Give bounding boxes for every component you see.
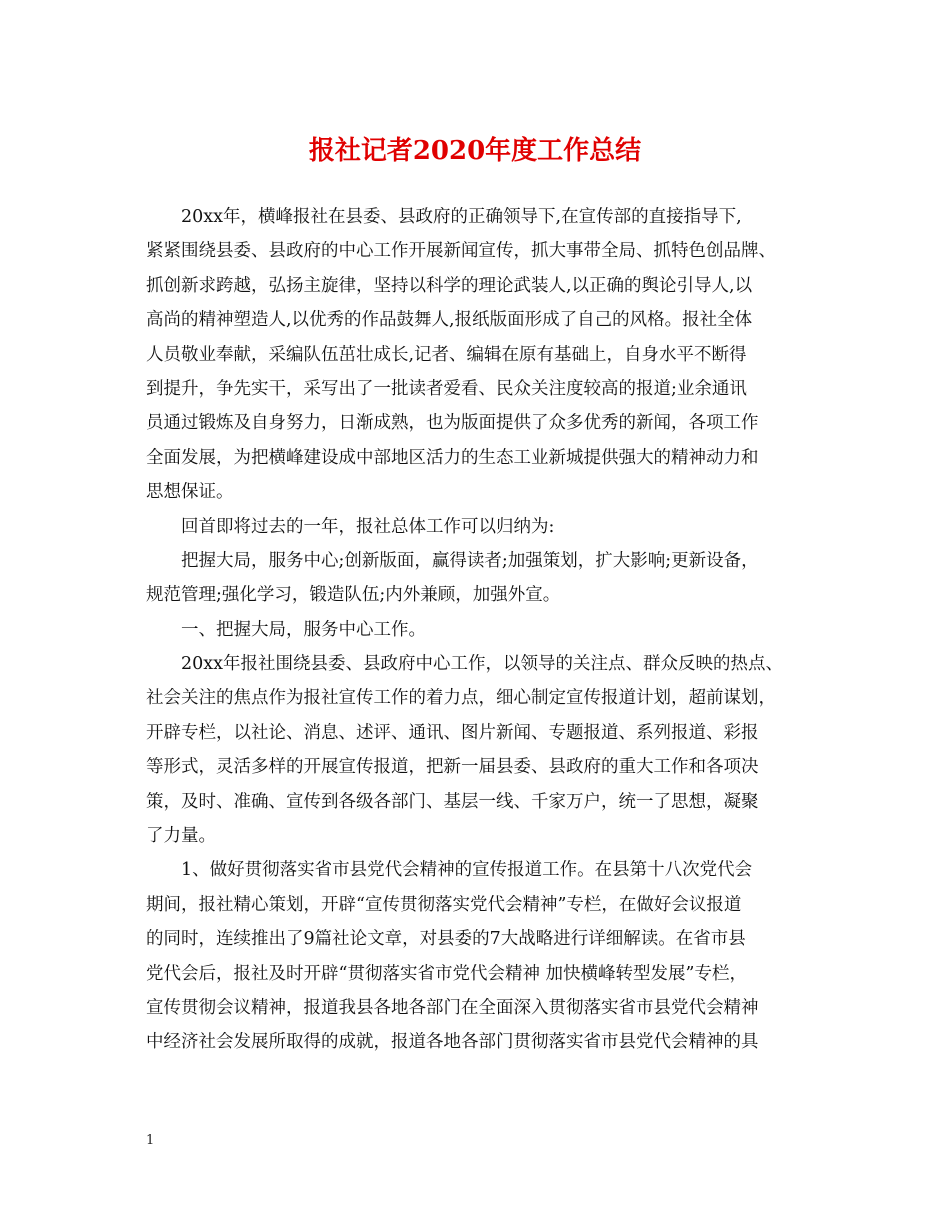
body-line: 1、做好贯彻落实省市县党代会精神的宣传报道工作。在县第十八次党代会 <box>181 860 753 881</box>
body-line: 社会关注的焦点作为报社宣传工作的着力点，细心制定宣传报道计划，超前谋划， <box>146 688 776 709</box>
body-line: 20xx年，横峰报社在县委、县政府的正确领导下,在宣传部的直接指导下, <box>181 207 742 227</box>
body-line: 抓创新求跨越，弘扬主旋律，坚持以科学的理论武装人,以正确的舆论引导人,以 <box>146 275 753 296</box>
body-line: 中经济社会发展所取得的成就，报道各地各部门贯彻落实省市县党代会精神的具 <box>146 1032 759 1053</box>
body-line: 把握大局，服务中心;创新版面，赢得读者;加强策划，扩大影响;更新设备， <box>181 550 759 571</box>
body-line: 策，及时、准确、宣传到各级各部门、基层一线、千家万户，统一了思想，凝聚 <box>146 791 759 812</box>
body-line: 期间，报社精心策划，开辟“宣传贯彻落实党代会精神”专栏，在做好会议报道 <box>146 894 742 915</box>
body-line: 党代会后，报社及时开辟“贯彻落实省市党代会精神 加快横峰转型发展”专栏， <box>146 963 747 984</box>
body-line: 了力量。 <box>146 826 216 847</box>
body-line: 思想保证。 <box>146 482 234 503</box>
body-line: 回首即将过去的一年，报社总体工作可以归纳为: <box>181 516 555 537</box>
body-line: 到提升，争先实干，采写出了一批读者爱看、民众关注度较高的报道;业余通讯 <box>146 378 747 399</box>
body-line: 宣传贯彻会议精神，报道我县各地各部门在全面深入贯彻落实省市县党代会精神 <box>146 997 759 1018</box>
body-line: 高尚的精神塑造人,以优秀的作品鼓舞人,报纸版面形成了自己的风格。报社全体 <box>146 310 753 331</box>
body-line: 人员敬业奉献，采编队伍茁壮成长,记者、编辑在原有基础上，自身水平不断得 <box>146 344 747 365</box>
body-line: 员通过锻炼及自身努力，日渐成熟，也为版面提供了众多优秀的新闻，各项工作 <box>146 413 759 434</box>
document-body <box>146 200 816 1060</box>
body-line: 开辟专栏，以社论、消息、述评、通讯、图片新闻、专题报道、系列报道、彩报 <box>146 722 759 743</box>
body-line: 的同时，连续推出了9篇社论文章，对县委的7大战略进行详细解读。在省市县 <box>146 929 746 950</box>
page-number: 1 <box>146 1133 155 1148</box>
body-line: 20xx年报社围绕县委、县政府中心工作，以领导的关注点、群众反映的热点、 <box>181 654 784 675</box>
document-title: 报社记者2020年度工作总结 <box>308 136 642 166</box>
body-line: 规范管理;强化学习，锻造队伍;内外兼顾，加强外宣。 <box>146 585 561 606</box>
body-line: 等形式，灵活多样的开展宣传报道，把新一届县委、县政府的重大工作和各项决 <box>146 757 759 778</box>
body-line: 一、把握大局，服务中心工作。 <box>181 619 426 640</box>
body-line: 全面发展，为把横峰建设成中部地区活力的生态工业新城提供强大的精神动力和 <box>146 447 759 468</box>
body-line: 紧紧围绕县委、县政府的中心工作开展新闻宣传，抓大事带全局、抓特色创品牌、 <box>146 241 776 262</box>
